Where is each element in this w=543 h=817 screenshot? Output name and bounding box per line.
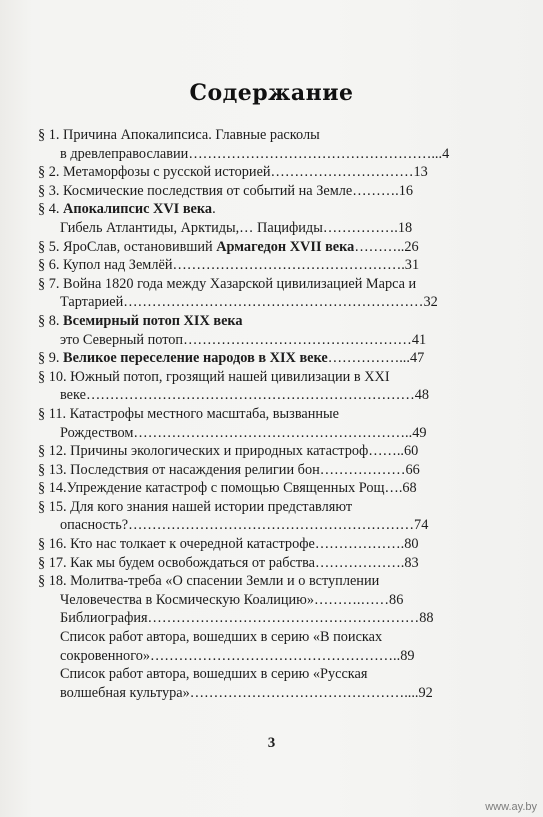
toc-line — [38, 182, 478, 201]
section-number: § 18. — [38, 573, 67, 590]
toc-entry — [38, 572, 478, 609]
toc-entry — [38, 200, 478, 237]
section-number: § 14. — [38, 480, 67, 497]
toc-line — [38, 275, 478, 294]
toc-entry — [38, 609, 478, 628]
toc-line — [38, 312, 478, 331]
toc-line — [38, 498, 478, 517]
page-title: Содержание — [189, 80, 354, 106]
toc-line — [38, 591, 478, 610]
toc-text: опасность?……………………………………………………74 — [60, 517, 429, 534]
section-number: § 1. — [38, 127, 60, 143]
toc-text: Человечества в Космическую Коалицию»……….……86 — [60, 591, 404, 608]
toc-entry — [38, 628, 478, 665]
toc-text: сокровенного»……………………………………………..89 — [60, 647, 415, 664]
toc-text: ………..26 — [354, 238, 419, 255]
toc-text: Причины экологических и природных катастроф……..60 — [66, 443, 419, 460]
toc-text: Упреждение катастроф с помощью Священных Рощ….68 — [66, 480, 417, 497]
toc-text: волшебная культура»………………………………………....92 — [60, 684, 433, 701]
toc-line — [38, 349, 478, 368]
section-number: § 10. — [38, 368, 67, 385]
section-number: § 12. — [38, 443, 67, 460]
section-number: § 4. — [38, 201, 60, 218]
toc-entry — [38, 349, 478, 368]
toc-line — [38, 572, 478, 591]
toc-line — [38, 200, 478, 219]
toc-line — [38, 665, 478, 684]
toc-line — [38, 145, 478, 164]
toc-text: Список работ автора, вошедших в серию «Русская — [60, 666, 368, 683]
toc-line — [38, 554, 478, 573]
toc-text-bold: Апокалипсис XVI века — [59, 201, 213, 218]
toc-text: Купол над Землёй………………………………………….31 — [59, 257, 420, 274]
toc-line — [38, 293, 478, 312]
section-number: § 2. — [38, 164, 60, 181]
toc-entry — [38, 126, 478, 163]
toc-text: веке……………………………………………………………48 — [60, 387, 430, 404]
toc-line — [38, 461, 478, 480]
toc-entry — [38, 256, 478, 275]
toc-text: Тартарией………………………………………………………32 — [60, 294, 438, 311]
toc-line — [38, 628, 478, 647]
toc-line — [38, 647, 478, 666]
toc-line — [38, 256, 478, 275]
toc-line — [38, 405, 478, 424]
toc-entry — [38, 368, 478, 405]
toc-text: Космические последствия от событий на Земле……….16 — [59, 182, 414, 199]
toc-line — [38, 609, 478, 628]
toc-line — [38, 479, 478, 498]
toc-line — [38, 442, 478, 461]
toc-entry — [38, 461, 478, 480]
section-number: § 3. — [38, 182, 60, 199]
toc-entry — [38, 163, 478, 182]
toc-text: Последствия от насаждения религии бон………………66 — [66, 461, 420, 478]
toc-line — [38, 386, 478, 405]
toc-line — [38, 331, 478, 350]
toc-text: . — [212, 201, 216, 218]
toc-line — [38, 126, 478, 145]
toc-entry — [38, 535, 478, 554]
toc-entry — [38, 405, 478, 442]
toc-line — [38, 238, 478, 257]
toc-line — [38, 163, 478, 182]
toc-text: Катастрофы местного масштаба, вызванные — [66, 405, 339, 422]
toc-text: ……………...47 — [327, 350, 425, 367]
toc-text: Как мы будем освобождаться от рабства……………….83 — [66, 554, 419, 571]
toc-line — [38, 535, 478, 554]
section-number: § 17. — [38, 554, 67, 571]
watermark: www.ay.by — [485, 801, 537, 813]
toc-text-bold: Всемирный потоп XIX века — [59, 312, 243, 329]
section-number: § 7. — [38, 275, 60, 292]
toc-text: Причина Апокалипсиса. Главные расколы — [59, 127, 320, 143]
toc-entry — [38, 442, 478, 461]
page-number: 3 — [267, 735, 276, 751]
toc-entry — [38, 238, 478, 257]
toc-text: ЯроСлав, остановивший — [59, 238, 217, 255]
section-number: § 11. — [38, 405, 67, 422]
section-number: § 13. — [38, 461, 67, 478]
toc-text: это Северный потоп…………………………………………41 — [60, 331, 427, 348]
toc-text-bold: Армагедон XVII века — [216, 238, 355, 255]
toc-entry — [38, 275, 478, 312]
section-number: § 16. — [38, 536, 67, 553]
section-number: § 8. — [38, 312, 60, 329]
toc-entry — [38, 479, 478, 498]
section-number: § 15. — [38, 498, 67, 515]
toc-text: Молитва-треба «О спасении Земли и о вступлении — [66, 573, 380, 590]
toc-text: Список работ автора, вошедших в серию «В поисках — [60, 629, 383, 646]
toc-text: в древлеправославии……………………………………………...4 — [60, 145, 450, 162]
toc-entry — [38, 554, 478, 573]
toc-text: Метаморфозы с русской историей…………………………13 — [59, 164, 428, 181]
toc-text: Гибель Атлантиды, Арктиды,… Пацифиды…………….18 — [60, 219, 413, 236]
section-number: § 6. — [38, 257, 60, 274]
toc-line — [38, 684, 478, 703]
toc-text-bold: Великое переселение народов в XIX веке — [59, 350, 328, 367]
toc-line — [38, 424, 478, 443]
table-of-contents — [38, 126, 478, 702]
toc-text: Для кого знания нашей истории представляют — [66, 498, 353, 515]
toc-line — [38, 516, 478, 535]
toc-entry — [38, 312, 478, 349]
toc-entry — [38, 182, 478, 201]
toc-entry — [38, 665, 478, 702]
toc-text: Южный потоп, грозящий нашей цивилизации в XXI — [66, 368, 390, 385]
section-number: § 5. — [38, 238, 60, 255]
toc-text: Рождеством…………………………………………………..49 — [60, 424, 427, 441]
toc-text: Война 1820 года между Хазарской цивилизацией Марса и — [59, 275, 417, 292]
toc-text: Кто нас толкает к очередной катастрофе……………….80 — [66, 536, 419, 553]
toc-line — [38, 368, 478, 387]
toc-text: Библиография…………………………………………………88 — [60, 610, 434, 627]
section-number: § 9. — [38, 350, 60, 367]
toc-line — [38, 219, 478, 238]
toc-entry — [38, 498, 478, 535]
